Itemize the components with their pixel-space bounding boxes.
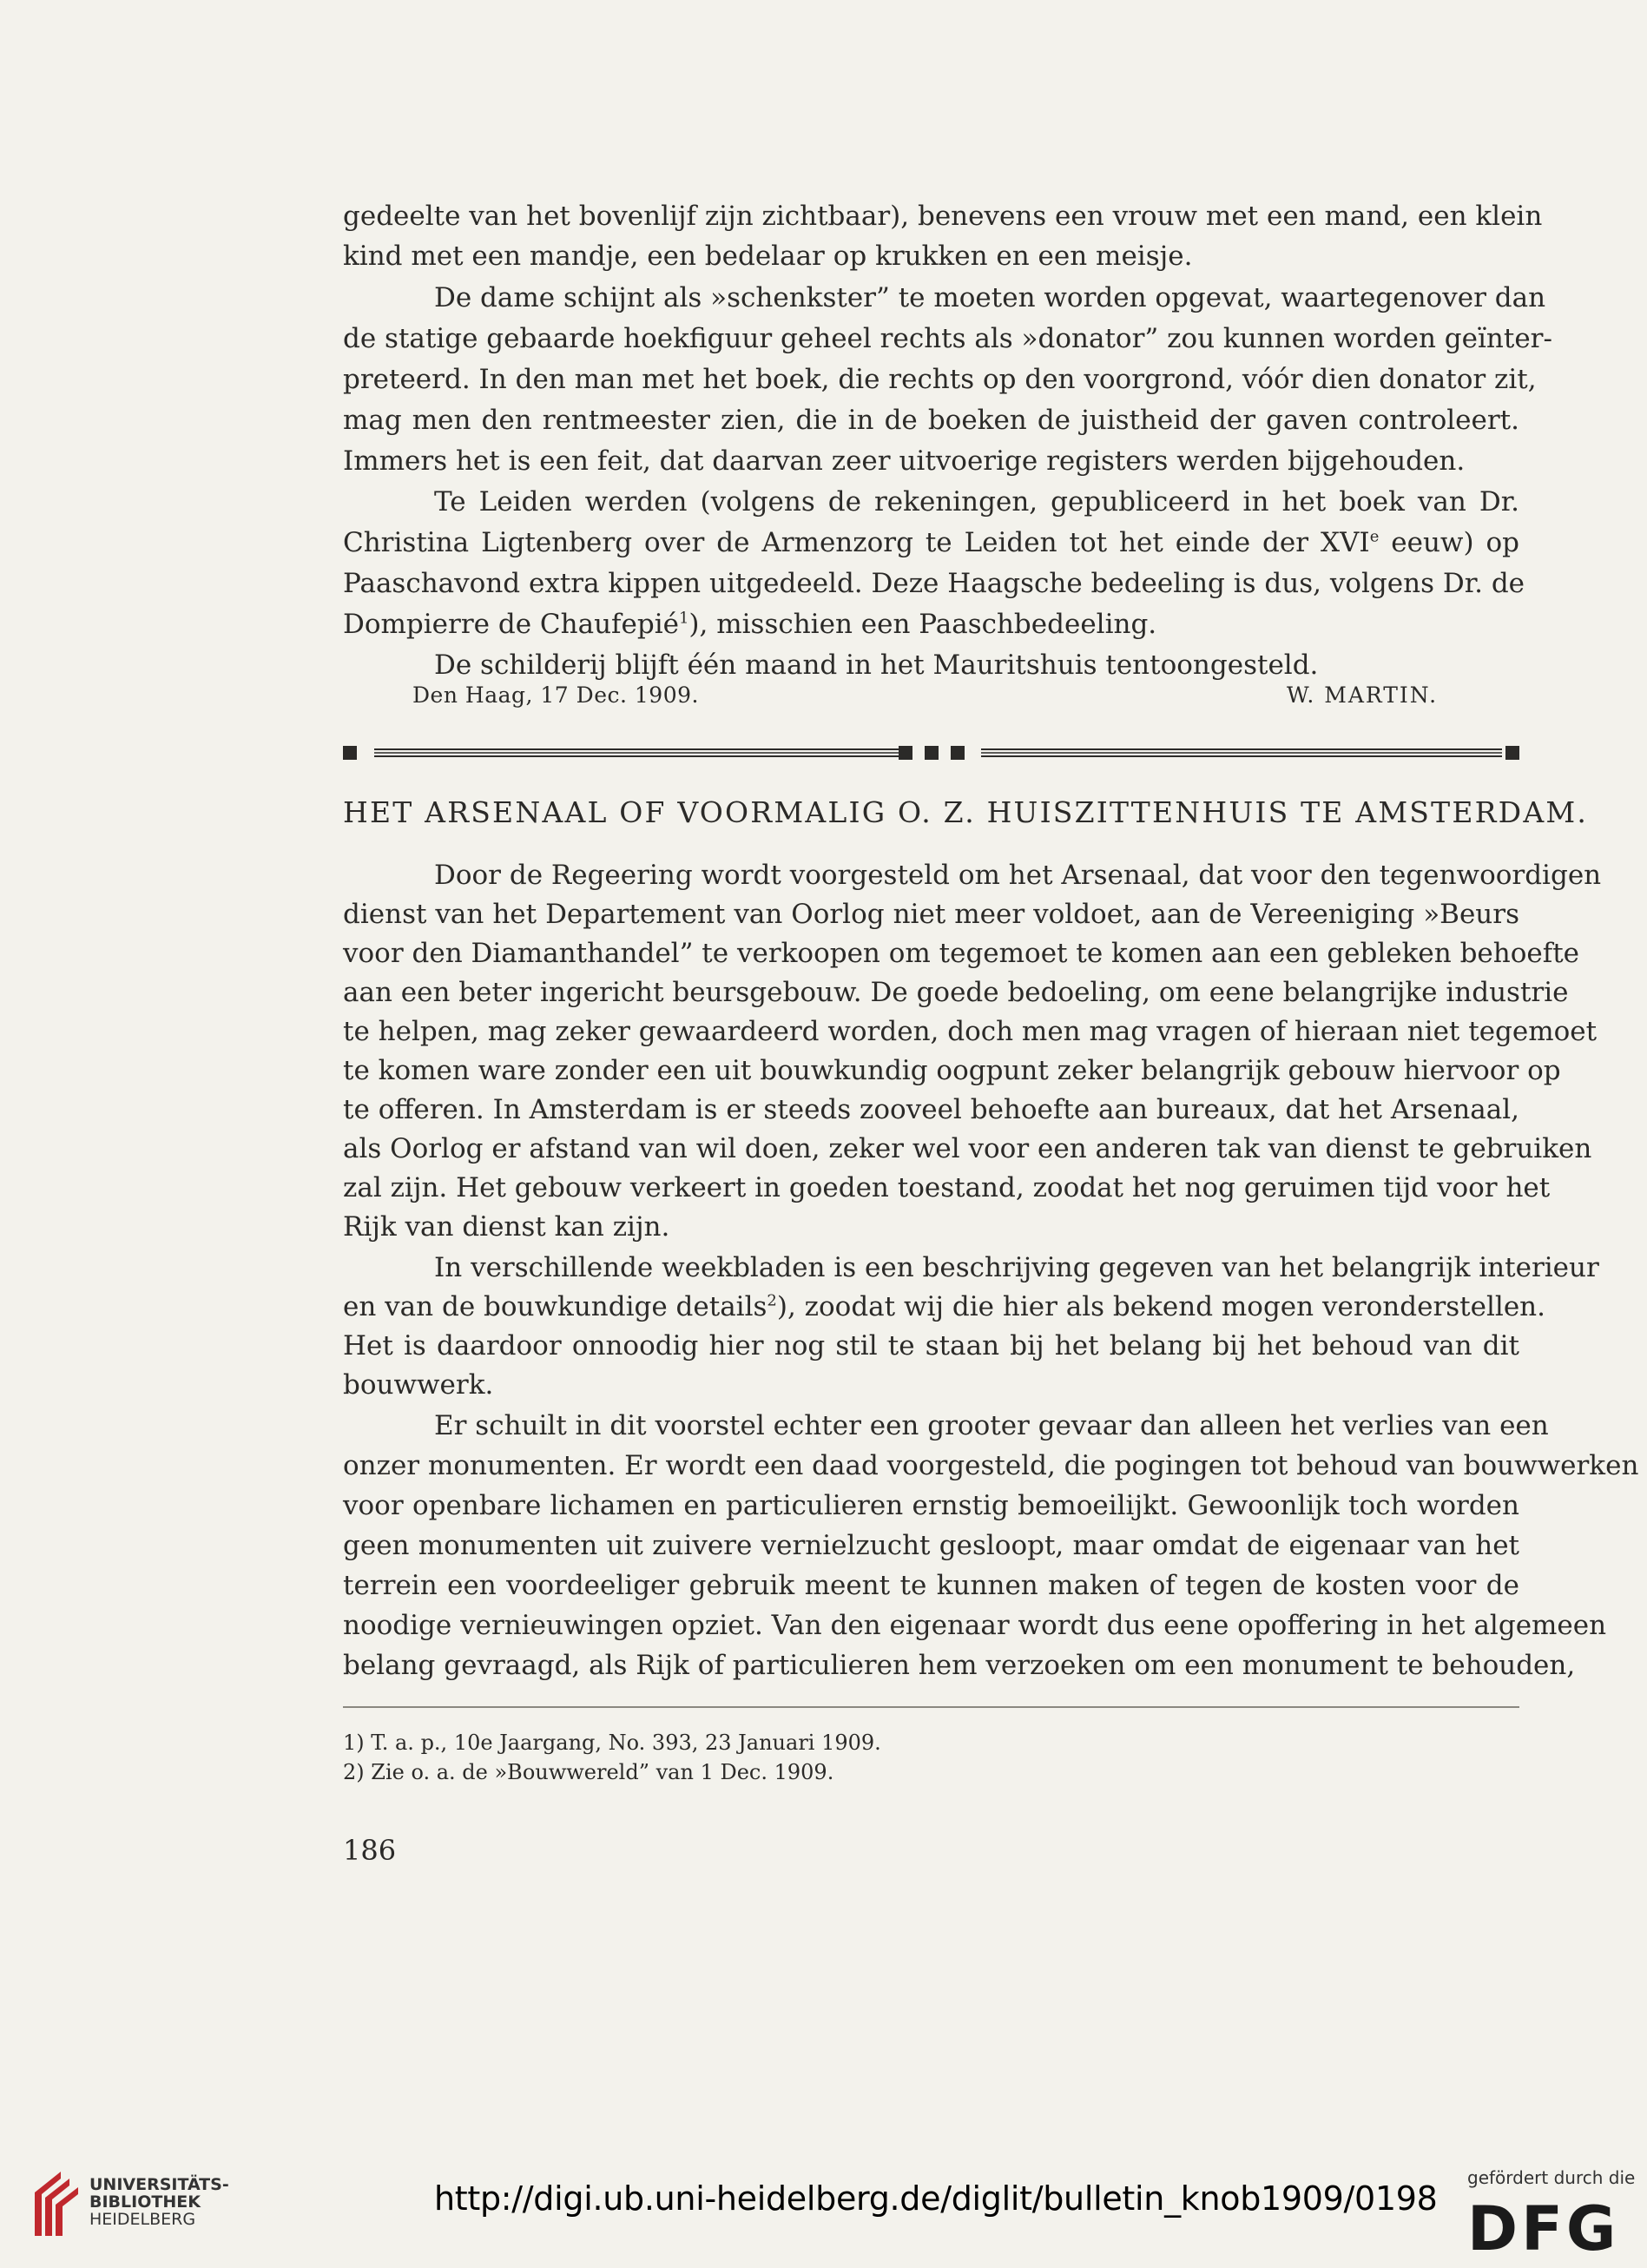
text-line (343, 523, 1519, 563)
text-line: Immers het is een feit, dat daarvan zeer uitvoerige registers werden bijgehouden. (343, 445, 1466, 477)
text-segment: eeuw) op (1379, 527, 1519, 558)
text-segment: Christina Ligtenberg over de Armenzorg te Leiden tot het einde der XVI (343, 527, 1370, 558)
library-name-line: UNIVERSITÄTS- (89, 2175, 229, 2194)
text-line: Er schuilt in dit voorstel echter een grooter gevaar dan alleen het verlies van een (434, 1410, 1549, 1441)
section-heading: HET ARSENAAL OF VOORMALIG O. Z. HUISZITTENHUIS TE AMSTERDAM. (343, 795, 1589, 829)
text-line: te helpen, mag zeker gewaardeerd worden, doch men mag vragen of hieraan niet tegemoet (343, 1016, 1598, 1047)
footnote-ref: 1 (678, 609, 689, 628)
text-line: preteerd. In den man met het boek, die rechts op den voorgrond, vóór dien donator zit, (343, 364, 1537, 395)
text-line: De schilderij blijft één maand in het Mauritshuis tentoongesteld. (434, 649, 1319, 681)
text-line: noodige vernieuwingen opziet. Van den eigenaar wordt dus eene opoffering in het algemeen (343, 1610, 1607, 1641)
text-line: gedeelte van het bovenlijf zijn zichtbaar), benevens een vrouw met een mand, een klein (343, 201, 1543, 232)
text-line: voor den Diamanthandel” te verkoopen om tegemoet te komen aan een gebleken behoefte (343, 938, 1580, 969)
text-segment: en van de bouwkundige details (343, 1291, 768, 1322)
text-line (343, 604, 1519, 644)
digital-object-url[interactable]: http://digi.ub.uni-heidelberg.de/diglit/bulletin_knob1909/0198 (434, 2179, 1438, 2218)
funding-label: gefördert durch die (1467, 2167, 1636, 2188)
library-name (89, 2176, 229, 2228)
page-number: 186 (343, 1834, 397, 1867)
text-line: geen monumenten uit zuivere vernielzucht gesloopt, maar omdat de eigenaar van het (343, 1530, 1519, 1561)
text-line: onzer monumenten. Er wordt een daad voorgesteld, die pogingen tot behoud van bouwwerken (343, 1450, 1639, 1481)
text-line: aan een beter ingericht beursgebouw. De goede bedoeling, om eene belangrijke industrie (343, 977, 1569, 1008)
text-line: de statige gebaarde hoekfiguur geheel rechts als »donator” zou kunnen worden geïnter- (343, 323, 1552, 354)
text-line: Door de Regeering wordt voorgesteld om het Arsenaal, dat voor den tegenwoordigen (434, 860, 1602, 891)
text-line: Paaschavond extra kippen uitgedeeld. Deze Haagsche bedeeling is dus, volgens Dr. de (343, 568, 1525, 599)
text-line: zal zijn. Het gebouw verkeert in goeden toestand, zoodat het nog geruimen tijd voor het (343, 1172, 1551, 1203)
footnote-divider (343, 1706, 1519, 1708)
footnote-ref: 2 (767, 1291, 777, 1310)
dateline: Den Haag, 17 Dec. 1909. (412, 682, 699, 708)
text-segment: Dompierre de Chaufepié (343, 609, 679, 640)
text-line: als Oorlog er afstand van wil doen, zeker wel voor een anderen tak van dienst te gebruiken (343, 1133, 1592, 1164)
library-name-line: HEIDELBERG (89, 2210, 196, 2229)
text-line: Rijk van dienst kan zijn. (343, 1211, 670, 1243)
text-line: bouwwerk. (343, 1369, 494, 1401)
text-line: dienst van het Departement van Oorlog niet meer voldoet, aan de Vereeniging »Beurs (343, 899, 1519, 930)
text-line (343, 1287, 1545, 1327)
text-segment: ), zoodat wij die hier als bekend mogen veronderstellen. (776, 1291, 1545, 1322)
text-line: Te Leiden werden (volgens de rekeningen, gepubliceerd in het boek van Dr. (434, 486, 1519, 518)
text-line: kind met een mandje, een bedelaar op krukken en een meisje. (343, 241, 1193, 272)
text-line: te offeren. In Amsterdam is er steeds zooveel behoefte aan bureaux, dat het Arsenaal, (343, 1094, 1519, 1125)
text-line: In verschillende weekbladen is een beschrijving gegeven van het belangrijk interieur (434, 1252, 1599, 1283)
ornamental-divider (343, 742, 1519, 764)
footnote: 1) T. a. p., 10e Jaargang, No. 393, 23 Januari 1909. (343, 1731, 881, 1755)
library-name-line: BIBLIOTHEK (89, 2192, 201, 2212)
superscript: e (1369, 527, 1380, 546)
text-line: De dame schijnt als »schenkster” te moeten worden opgevat, waartegenover dan (434, 282, 1546, 313)
text-line: belang gevraagd, als Rijk of particulieren hem verzoeken om een monument te behouden, (343, 1650, 1576, 1681)
digitization-footer (0, 2143, 1647, 2268)
text-line: mag men den rentmeester zien, die in de boeken de juistheid der gaven controleert. (343, 405, 1519, 436)
text-line: te komen ware zonder een uit bouwkundig oogpunt zeker belangrijk gebouw hiervoor op (343, 1055, 1561, 1086)
text-line: Het is daardoor onnoodig hier nog stil te staan bij het belang bij het behoud van dit (343, 1330, 1519, 1361)
author-signature: W. MARTIN. (1287, 682, 1439, 708)
university-library-logo-icon (31, 2166, 80, 2241)
text-line: terrein een voordeeliger gebruik meent te kunnen maken of tegen de kosten voor de (343, 1570, 1519, 1601)
footnote: 2) Zie o. a. de »Bouwwereld” van 1 Dec. 1909. (343, 1760, 834, 1784)
dfg-logo: DFG (1467, 2193, 1620, 2265)
text-segment: ), misschien een Paaschbedeeling. (688, 609, 1157, 640)
text-line: voor openbare lichamen en particulieren ernstig bemoeilijkt. Gewoonlijk toch worden (343, 1490, 1519, 1521)
